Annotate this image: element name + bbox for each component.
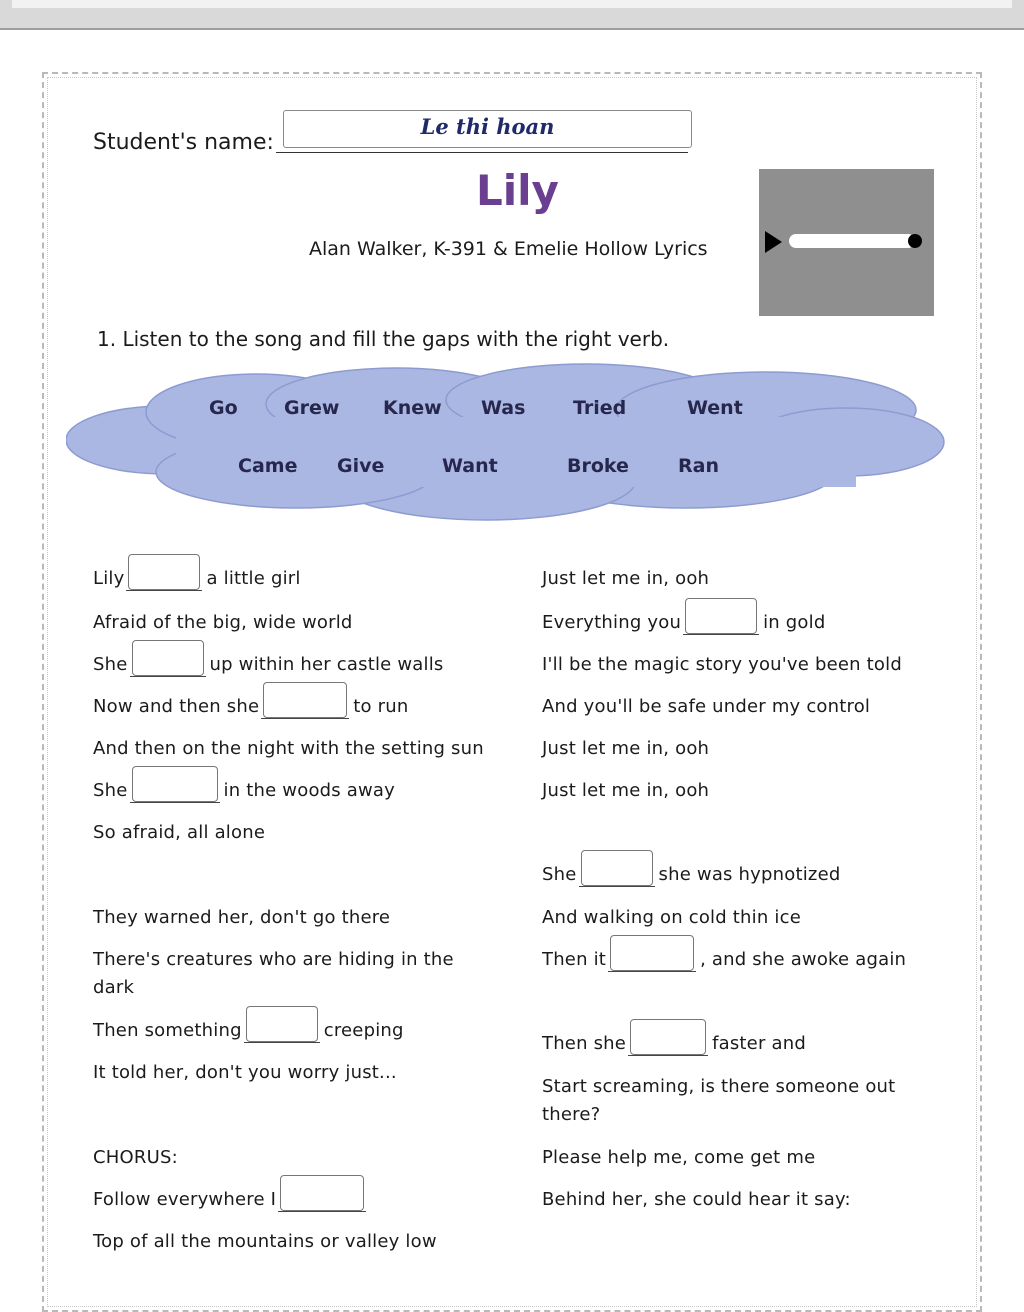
audio-progress-track[interactable] (789, 234, 915, 248)
lyric-line: Just let me in, ooh (542, 738, 710, 759)
gap-underline (608, 971, 696, 972)
lyric-line: And you'll be safe under my control (542, 696, 871, 717)
word-bank-item: Went (687, 397, 743, 419)
word-bank-item: Broke (567, 455, 629, 477)
gap-underline (244, 1042, 320, 1043)
audio-progress-knob[interactable] (908, 234, 922, 248)
lyric-line-after-gap: creeping (323, 1020, 404, 1041)
lyric-line-after-gap: a little girl (206, 568, 301, 589)
lyric-line: There's creatures who are hiding in the (93, 949, 454, 970)
lyric-line: So afraid, all alone (93, 822, 266, 843)
gap-answer-box[interactable] (685, 598, 757, 634)
gap-answer-box[interactable] (263, 682, 347, 718)
lyric-line: Start screaming, is there someone out (542, 1076, 896, 1097)
lyric-line-after-gap: in the woods away (223, 780, 396, 801)
lyric-line-after-gap: up within her castle walls (209, 654, 444, 675)
student-name-underline (276, 152, 688, 153)
lyric-line: Just let me in, ooh (542, 780, 710, 801)
lyric-line: Please help me, come get me (542, 1147, 816, 1168)
lyric-line-after-gap: she was hypnotized (658, 864, 841, 885)
gap-answer-box[interactable] (132, 640, 204, 676)
lyric-line-before-gap: Follow everywhere I (93, 1189, 277, 1210)
gap-answer-box[interactable] (132, 766, 218, 802)
lyric-line: dark (93, 977, 135, 998)
exercise-instruction: 1. Listen to the song and fill the gaps with the right verb. (97, 327, 670, 351)
word-bank-item: Go (209, 397, 238, 419)
word-bank-item: Tried (573, 397, 627, 419)
lyric-line: They warned her, don't go there (93, 907, 391, 928)
gap-answer-box[interactable] (128, 554, 200, 590)
song-subtitle: Alan Walker, K-391 & Emelie Hollow Lyrics (309, 238, 708, 260)
student-name-value[interactable]: Le thi hoan (420, 114, 555, 139)
word-bank-cloud (66, 362, 946, 527)
gap-answer-box[interactable] (280, 1175, 364, 1211)
viewer-top-strip (12, 0, 1012, 8)
lyric-line-before-gap: She (542, 864, 577, 885)
gap-answer-box[interactable] (610, 935, 694, 971)
lyric-line-after-gap: to run (353, 696, 409, 717)
word-bank-item: Came (238, 455, 298, 477)
gap-answer-box[interactable] (246, 1006, 318, 1042)
word-bank-item: Knew (383, 397, 442, 419)
lyric-line-before-gap: Then something (93, 1020, 242, 1041)
word-bank-item: Was (481, 397, 526, 419)
lyric-line-before-gap: She (93, 780, 128, 801)
gap-answer-box[interactable] (630, 1019, 706, 1055)
gap-underline (683, 634, 759, 635)
lyric-line: Behind her, she could hear it say: (542, 1189, 851, 1210)
lyric-line: Just let me in, ooh (542, 568, 710, 589)
lyric-line: CHORUS: (93, 1147, 178, 1168)
viewer-divider (0, 28, 1024, 30)
lyric-line-before-gap: Then it (542, 949, 607, 970)
word-bank-item: Ran (678, 455, 719, 477)
gap-underline (628, 1055, 708, 1056)
gap-underline (130, 676, 206, 677)
gap-underline (261, 718, 349, 719)
play-icon[interactable] (765, 231, 782, 253)
word-bank-item: Give (337, 455, 385, 477)
lyric-line: there? (542, 1104, 601, 1125)
lyric-line-after-gap: in gold (763, 612, 826, 633)
lyric-line: I'll be the magic story you've been told (542, 654, 902, 675)
lyric-line: Afraid of the big, wide world (93, 612, 353, 633)
word-bank-item: Grew (284, 397, 340, 419)
lyric-line-before-gap: Then she (542, 1033, 627, 1054)
lyric-line-before-gap: Everything you (542, 612, 682, 633)
gap-answer-box[interactable] (581, 850, 653, 886)
lyric-line: It told her, don't you worry just... (93, 1062, 397, 1083)
lyric-line-before-gap: Lily (93, 568, 125, 589)
gap-underline (126, 590, 202, 591)
student-name-label: Student's name: (93, 130, 274, 155)
lyric-line: Top of all the mountains or valley low (93, 1231, 437, 1252)
lyric-line-after-gap: faster and (712, 1033, 806, 1054)
gap-underline (579, 886, 655, 887)
gap-underline (130, 802, 220, 803)
lyric-line: And then on the night with the setting sun (93, 738, 484, 759)
lyric-line: And walking on cold thin ice (542, 907, 801, 928)
word-bank-item: Want (442, 455, 498, 477)
song-title: Lily (476, 166, 559, 215)
lyric-line-after-gap: , and she awoke again (700, 949, 907, 970)
gap-underline (278, 1211, 366, 1212)
lyric-line-before-gap: Now and then she (93, 696, 260, 717)
lyric-line-before-gap: She (93, 654, 128, 675)
